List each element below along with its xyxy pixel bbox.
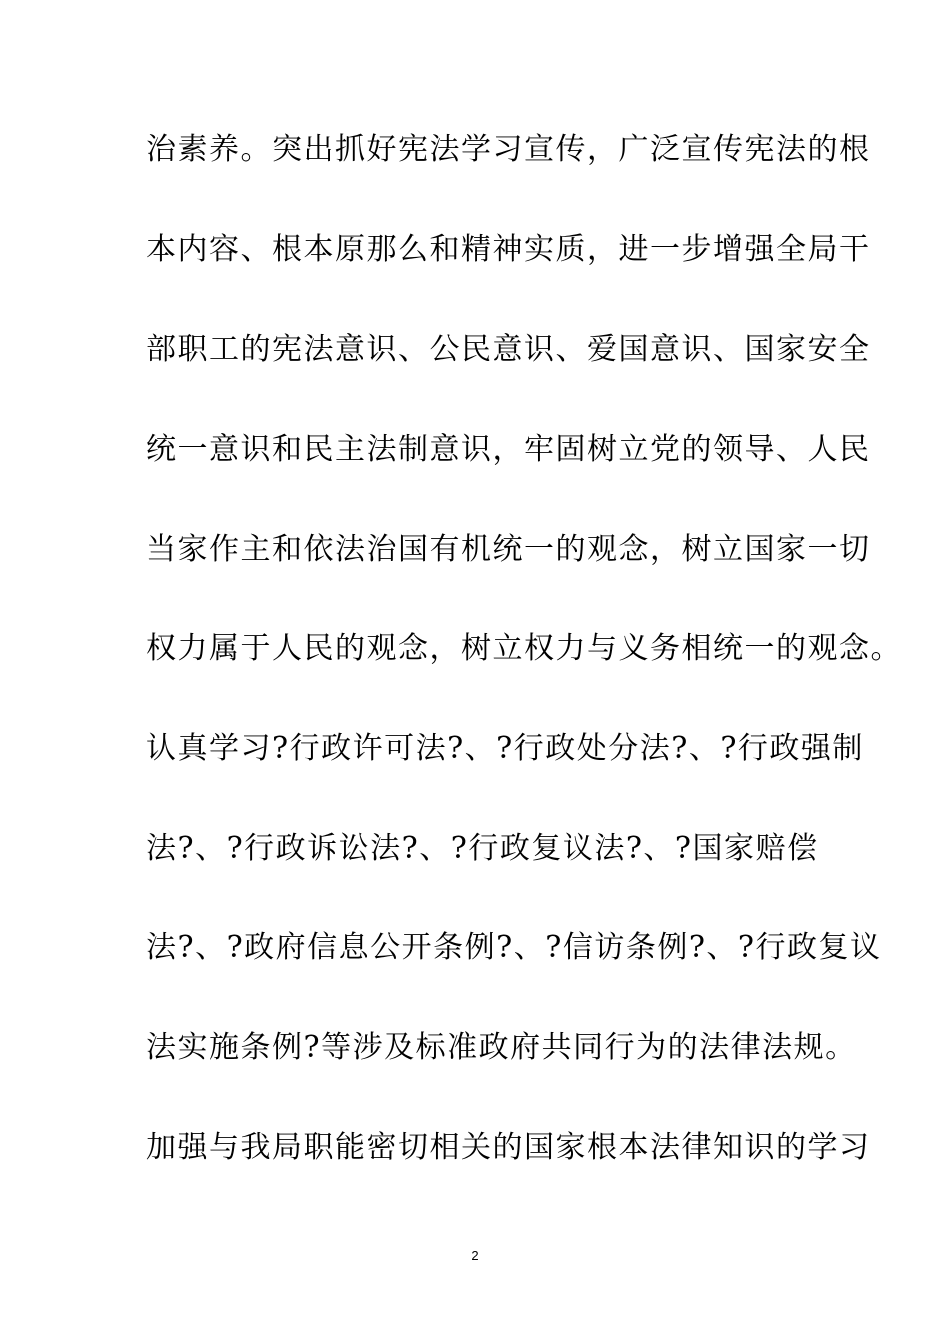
body-text-line: 统一意识和民主法制意识，牢固树立党的领导、人民 (146, 432, 871, 467)
body-text-line: 部职工的宪法意识、公民意识、爱国意识、国家安全 (146, 332, 871, 367)
body-text-line: 法?、?政府信息公开条例?、?信访条例?、?行政复议 (146, 930, 882, 965)
body-text-line: 治素养。突出抓好宪法学习宣传，广泛宣传宪法的根 (146, 132, 871, 167)
body-text-line: 法?、?行政诉讼法?、?行政复议法?、?国家赔偿 (146, 831, 819, 866)
body-text-line: 加强与我局职能密切相关的国家根本法律知识的学习 (146, 1130, 871, 1165)
body-text-line: 认真学习?行政许可法?、?行政处分法?、?行政强制 (146, 731, 864, 766)
body-text-line: 本内容、根本原那么和精神实质，进一步增强全局干 (146, 232, 871, 267)
body-text-line: 当家作主和依法治国有机统一的观念，树立国家一切 (146, 532, 871, 567)
body-text-line: 法实施条例?等涉及标准政府共同行为的法律法规。 (146, 1030, 857, 1065)
body-text-line: 权力属于人民的观念，树立权力与义务相统一的观念。 (146, 631, 902, 666)
page-number: 2 (471, 1248, 479, 1263)
